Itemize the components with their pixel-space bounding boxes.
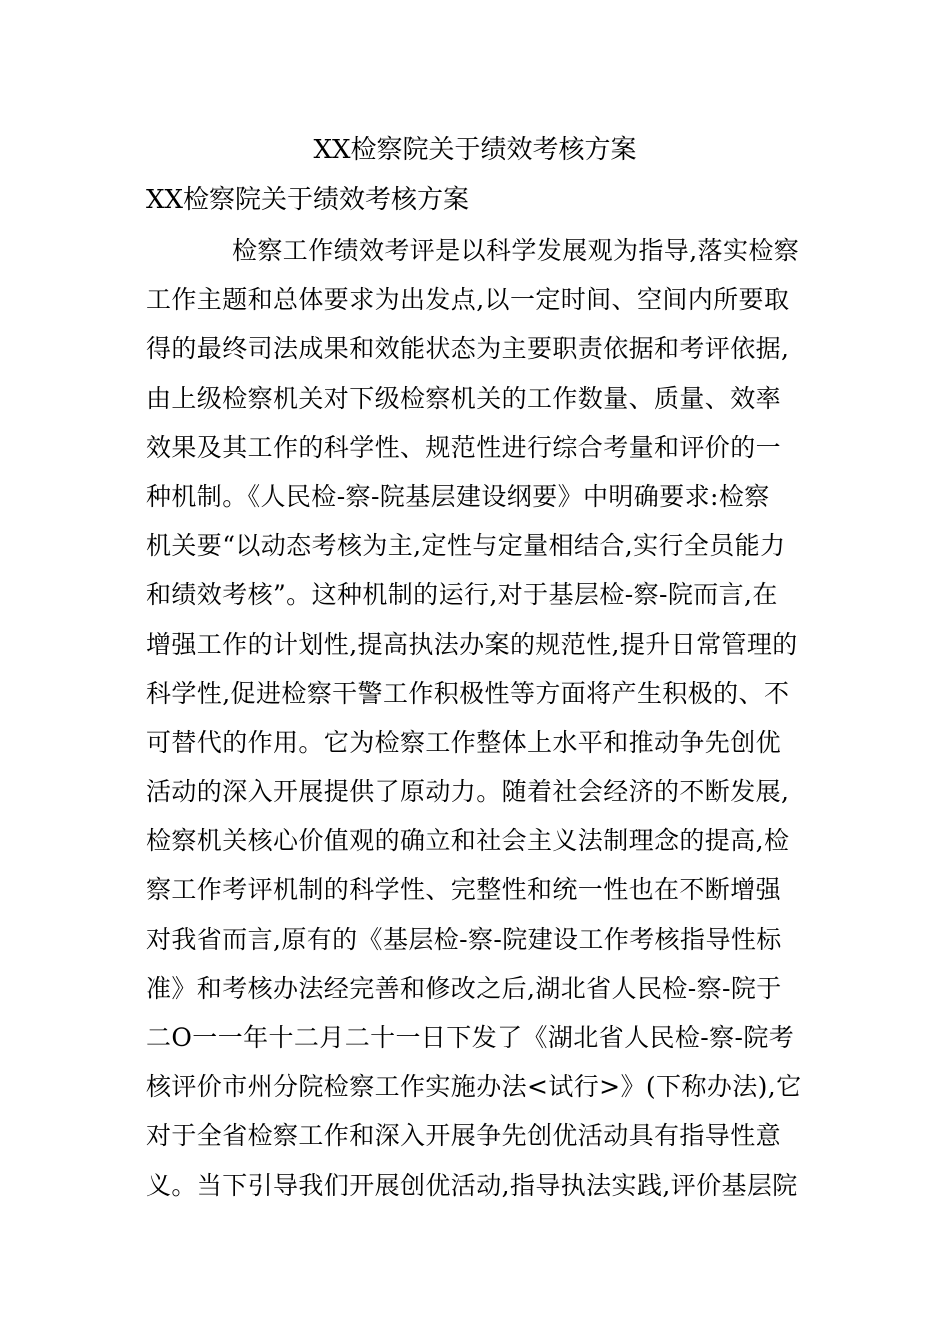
body-line: 对于全省检察工作和深入开展争先创优活动具有指导性意 — [146, 1121, 782, 1151]
body-line: 机关要“以动态考核为主,定性与定量相结合,实行全员能力 — [146, 531, 786, 561]
body-line: 得的最终司法成果和效能状态为主要职责依据和考评依据, — [146, 334, 790, 364]
document-body — [146, 230, 816, 1214]
body-line: 种机制。《人民检-察-院基层建设纲要》中明确要求:检察 — [146, 481, 770, 511]
document-subtitle: XX检察院关于绩效考核方案 — [146, 185, 470, 215]
body-line: 工作主题和总体要求为出发点,以一定时间、空间内所要取 — [146, 285, 790, 315]
body-line: 义。当下引导我们开展创优活动,指导执法实践,评价基层院 — [146, 1170, 798, 1200]
body-line: 准》和考核办法经完善和修改之后,湖北省人民检-察-院于 — [146, 973, 782, 1003]
body-line: 二O一一年十二月二十一日下发了《湖北省人民检-察-院考 — [146, 1023, 795, 1052]
body-line: 增强工作的计划性,提高执法办案的规范性,提升日常管理的 — [146, 629, 798, 659]
body-line: 对我省而言,原有的《基层检-察-院建设工作考核指导性标 — [146, 924, 782, 954]
body-line: 和绩效考核”。这种机制的运行,对于基层检-察-院而言,在 — [146, 580, 778, 610]
body-line: 察工作考评机制的科学性、完整性和统一性也在不断增强 — [146, 875, 782, 905]
body-line: 效果及其工作的科学性、规范性进行综合考量和评价的一 — [146, 432, 782, 462]
body-line: 科学性,促进检察干警工作积极性等方面将产生积极的、不 — [146, 678, 790, 708]
body-line: 由上级检察机关对下级检察机关的工作数量、质量、效率 — [146, 383, 782, 413]
body-line: 可替代的作用。它为检察工作整体上水平和推动争先创优 — [146, 727, 782, 757]
body-line: 活动的深入开展提供了原动力。随着社会经济的不断发展, — [146, 777, 790, 807]
body-line: 核评价市州分院检察工作实施办法<试行>》(下称办法),它 — [146, 1072, 802, 1102]
document-title: XX检察院关于绩效考核方案 — [313, 135, 637, 165]
body-line: 检察工作绩效考评是以科学发展观为指导,落实检察 — [232, 236, 800, 265]
body-line: 检察机关核心价值观的确立和社会主义法制理念的提高,检 — [146, 826, 790, 856]
